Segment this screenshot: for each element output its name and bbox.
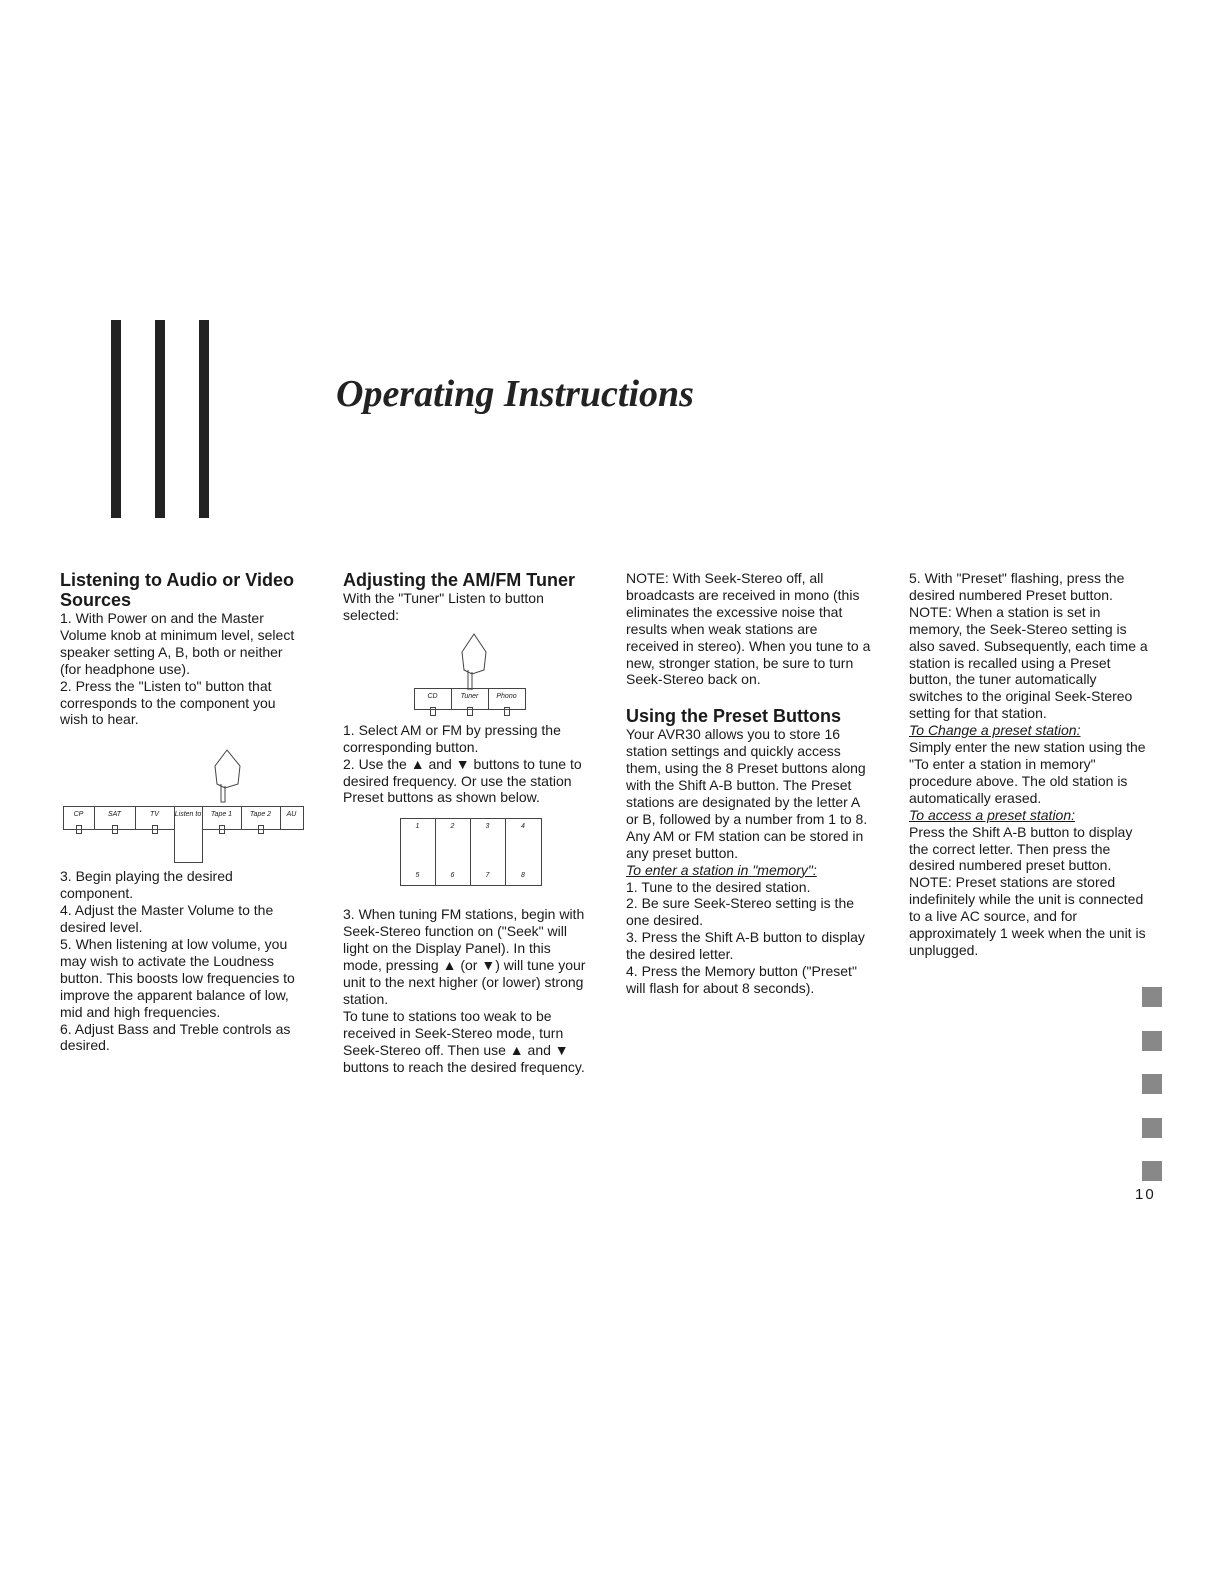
button-label: Listen to xyxy=(174,811,202,819)
listen-to-diagram xyxy=(63,728,303,868)
preset-label: 6 xyxy=(450,872,455,880)
preset-diagram xyxy=(346,806,586,906)
page-title: Operating Instructions xyxy=(336,373,694,415)
preset-label: 2 xyxy=(450,823,455,831)
note: NOTE: With Seek-Stereo off, all broadcasts are received in mono (this eliminates the excessive noise that results when weak stations are received in stereo). When you tune to a new, stronger station, be sure to turn Seek-Stereo back on. xyxy=(626,570,871,688)
tuner-diagram xyxy=(346,624,586,722)
paragraph: 5. With "Preset" flashing, press the desired numbered Preset button. xyxy=(909,570,1125,603)
column-presets-continued xyxy=(909,570,1154,959)
page-number: 10 xyxy=(1135,1186,1156,1203)
heading: Using the Preset Buttons xyxy=(626,706,842,727)
column-tuner xyxy=(343,570,588,1075)
section-bar xyxy=(111,320,121,518)
paragraph: 4. Adjust the Master Volume to the desired level. xyxy=(60,902,274,936)
tab-marker xyxy=(1142,1074,1162,1094)
button-label: Tuner xyxy=(460,692,479,700)
section-bar xyxy=(155,320,165,518)
preset-label: 1 xyxy=(415,823,420,831)
column-presets xyxy=(626,570,871,997)
step: 2. Be sure Seek-Stereo setting is the one desired. xyxy=(626,895,855,929)
subheading: To access a preset station: xyxy=(909,806,1076,823)
tab-marker xyxy=(1142,1161,1162,1181)
paragraph: 3. Begin playing the desired component. xyxy=(60,868,233,902)
hand-pointer-icon xyxy=(454,630,494,690)
note: NOTE: Preset stations are stored indefinitely while the unit is connected to a live AC source, and for approximately 1 week when the unit is unplugged. xyxy=(909,874,1146,958)
section-bar xyxy=(199,320,209,518)
paragraph: 2. Use the ▲ and ▼ buttons to tune to desired frequency. Or use the station Preset buttons as shown below. xyxy=(343,755,582,806)
subheading: To Change a preset station: xyxy=(909,722,1081,739)
preset-label: 7 xyxy=(485,872,490,880)
button-label: CD xyxy=(427,692,438,700)
note: NOTE: When a station is set in memory, the Seek-Stereo setting is also saved. Subsequently, each time a station is recalled using a Preset button, the tuner automatically switches to the original Seek-Stereo setting for that station. xyxy=(909,603,1148,722)
step: 4. Press the Memory button ("Preset" will flash for about 8 seconds). xyxy=(626,963,857,996)
column-listening xyxy=(60,570,305,1054)
tab-marker xyxy=(1142,1031,1162,1051)
button-label: Phono xyxy=(496,692,517,700)
paragraph: Your AVR30 allows you to store 16 station settings and quickly access them, using the 8 Preset buttons along with the Shift A-B button. The Preset stations are designated by the letter A or B, followed by a number from 1 to 8. Any AM or FM station can be stored in any preset button. xyxy=(626,726,868,861)
button-label: Tape 1 xyxy=(210,811,233,819)
button-label: TV xyxy=(150,811,159,819)
paragraph: With the "Tuner" Listen to button selected: xyxy=(343,590,544,623)
paragraph: Simply enter the new station using the "To enter a station in memory" procedure above. The old station is automatically erased. xyxy=(909,739,1146,806)
hand-pointer-icon xyxy=(205,746,245,806)
preset-label: 4 xyxy=(521,823,525,831)
paragraph: 2. Press the "Listen to" button that corresponds to the component you wish to hear. xyxy=(60,677,276,728)
preset-label: 3 xyxy=(485,823,490,831)
paragraph: To tune to stations too weak to be received in Seek-Stereo mode, turn Seek-Stereo off. Then use ▲ and ▼ buttons to reach the desired frequency. xyxy=(343,1007,585,1075)
preset-label: 5 xyxy=(415,872,420,880)
paragraph: 5. When listening at low volume, you may wish to activate the Loudness button. This boosts low frequencies to improve the apparent balance of low, mid and high frequencies. xyxy=(60,935,295,1020)
subheading: To enter a station in "memory": xyxy=(626,861,817,878)
paragraph: Press the Shift A-B button to display the correct letter. Then press the desired numbered preset button. xyxy=(909,823,1133,874)
step: 3. Press the Shift A-B button to display the desired letter. xyxy=(626,929,865,963)
preset-label: 8 xyxy=(521,872,525,880)
button-label: SAT xyxy=(107,811,122,819)
button-label: Tape 2 xyxy=(249,811,272,819)
tab-marker xyxy=(1142,1118,1162,1138)
button-label: AU xyxy=(286,811,297,819)
heading: Adjusting the AM/FM Tuner xyxy=(343,570,575,590)
paragraph: 6. Adjust Bass and Treble controls as desired. xyxy=(60,1020,291,1054)
button-label: CP xyxy=(73,811,84,819)
paragraph: 1. Select AM or FM by pressing the corresponding button. xyxy=(343,721,561,755)
paragraph: 3. When tuning FM stations, begin with Seek-Stereo function on ("Seek" will light on the Display Panel). In this mode, pressing ▲ (or ▼) will tune your unit to the next higher (or lower) strong station. xyxy=(343,906,586,1007)
step: 1. Tune to the desired station. xyxy=(626,878,811,895)
tab-marker xyxy=(1142,987,1162,1007)
paragraph: 1. With Power on and the Master Volume knob at minimum level, select speaker setting A, B, both or neither (for headphone use). xyxy=(60,610,295,677)
heading: Listening to Audio or Video Sources xyxy=(60,570,294,610)
